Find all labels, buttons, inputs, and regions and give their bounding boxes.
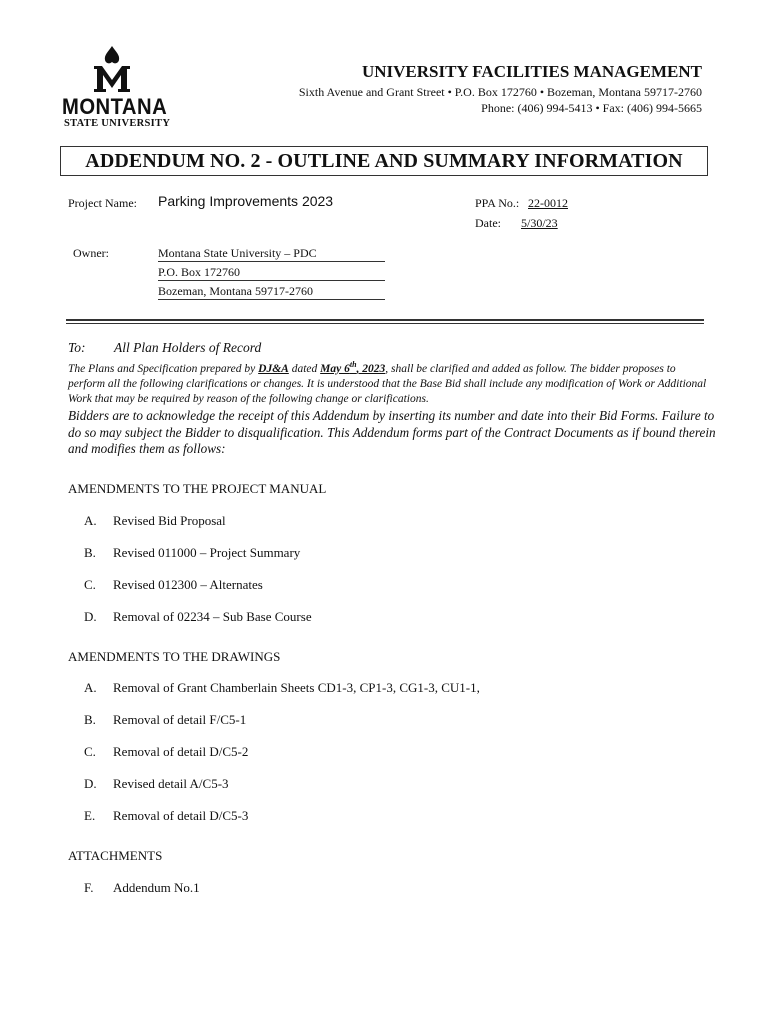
list-item-letter: B. xyxy=(84,545,96,560)
list-item-letter: B. xyxy=(84,712,96,727)
section-heading-drawings: AMENDMENTS TO THE DRAWINGS xyxy=(68,649,281,664)
org-name: UNIVERSITY FACILITIES MANAGEMENT xyxy=(361,62,702,81)
section-heading-attachments: ATTACHMENTS xyxy=(68,848,163,863)
plans-paragraph xyxy=(68,357,708,407)
list-item-text: Revised detail A/C5-3 xyxy=(113,776,229,791)
list-item-text: Removal of Grant Chamberlain Sheets CD1-3, CP1-3, CG1-3, CU1-1, xyxy=(113,680,480,695)
section-heading-project-manual: AMENDMENTS TO THE PROJECT MANUAL xyxy=(68,481,327,496)
to-label: To: xyxy=(68,340,86,355)
date-value: 5/30/23 xyxy=(521,216,558,230)
org-phone-fax: Phone: (406) 994-5413 • Fax: (406) 994-5665 xyxy=(481,101,702,115)
ppa-number-value: 22-0012 xyxy=(528,196,568,210)
list-item-letter: A. xyxy=(84,513,97,528)
list-item-letter: D. xyxy=(84,776,97,791)
plans-date-main: May 6 xyxy=(320,362,350,375)
date-label: Date: xyxy=(475,216,501,230)
list-item-letter: E. xyxy=(84,808,96,823)
list-item-letter: F. xyxy=(84,880,94,895)
list-item-text: Removal of detail D/C5-3 xyxy=(113,808,249,823)
logo-word-montana: MONTANA xyxy=(62,94,168,119)
list-item-text: Removal of 02234 – Sub Base Course xyxy=(113,609,312,624)
divider-thick xyxy=(66,319,704,321)
list-item-letter: C. xyxy=(84,577,96,592)
list-item-text: Revised Bid Proposal xyxy=(113,513,226,528)
plans-date-sup: th xyxy=(349,360,357,369)
list-item-letter: C. xyxy=(84,744,96,759)
owner-label: Owner: xyxy=(73,246,109,260)
plans-date xyxy=(320,360,386,375)
montana-m-mark-icon xyxy=(90,44,134,94)
university-logo xyxy=(62,44,182,130)
list-item-text: Revised 011000 – Project Summary xyxy=(113,545,301,560)
list-item-letter: D. xyxy=(84,609,97,624)
owner-line-3: Bozeman, Montana 59717-2760 xyxy=(158,284,385,300)
title-box xyxy=(60,146,708,176)
plans-middle: dated xyxy=(288,362,321,375)
plans-firm: DJ&A xyxy=(258,362,289,375)
to-value: All Plan Holders of Record xyxy=(114,340,262,355)
list-item-text: Addendum No.1 xyxy=(113,880,200,895)
plans-date-tail: , 2023 xyxy=(356,362,386,375)
owner-line-2: P.O. Box 172760 xyxy=(158,265,385,281)
plans-suffix: , shall be clarified and added as follow. The bidder proposes to perform all the following clarifications or changes. It is understood that the Base Bid shall include any modification of Work or Additional Work that may be required by reason of the following change or clarifications. xyxy=(68,362,707,405)
list-item-text: Removal of detail D/C5-2 xyxy=(113,744,249,759)
logo-word-state-university: STATE UNIVERSITY xyxy=(64,118,171,129)
list-item-text: Revised 012300 – Alternates xyxy=(113,577,263,592)
document-title: ADDENDUM NO. 2 - OUTLINE AND SUMMARY INFORMATION xyxy=(85,149,683,172)
list-item-letter: A. xyxy=(84,680,97,695)
project-name-label: Project Name: xyxy=(68,196,137,210)
owner-line-1: Montana State University – PDC xyxy=(158,246,385,262)
bidders-paragraph: Bidders are to acknowledge the receipt of this Addendum by inserting its number and date into their Bid Forms. Failure to do so may subject the Bidder to disqualification. This Addendum forms part of the Contract Documents as if bound therein and modifies them as follows: xyxy=(68,408,716,456)
ppa-number-label: PPA No.: xyxy=(475,196,520,210)
project-name-value: Parking Improvements 2023 xyxy=(158,193,334,209)
plans-prefix: The Plans and Specification prepared by xyxy=(68,362,259,375)
org-address: Sixth Avenue and Grant Street • P.O. Box 172760 • Bozeman, Montana 59717-2760 xyxy=(298,85,702,99)
divider-thin xyxy=(66,323,704,324)
list-item-text: Removal of detail F/C5-1 xyxy=(113,712,247,727)
